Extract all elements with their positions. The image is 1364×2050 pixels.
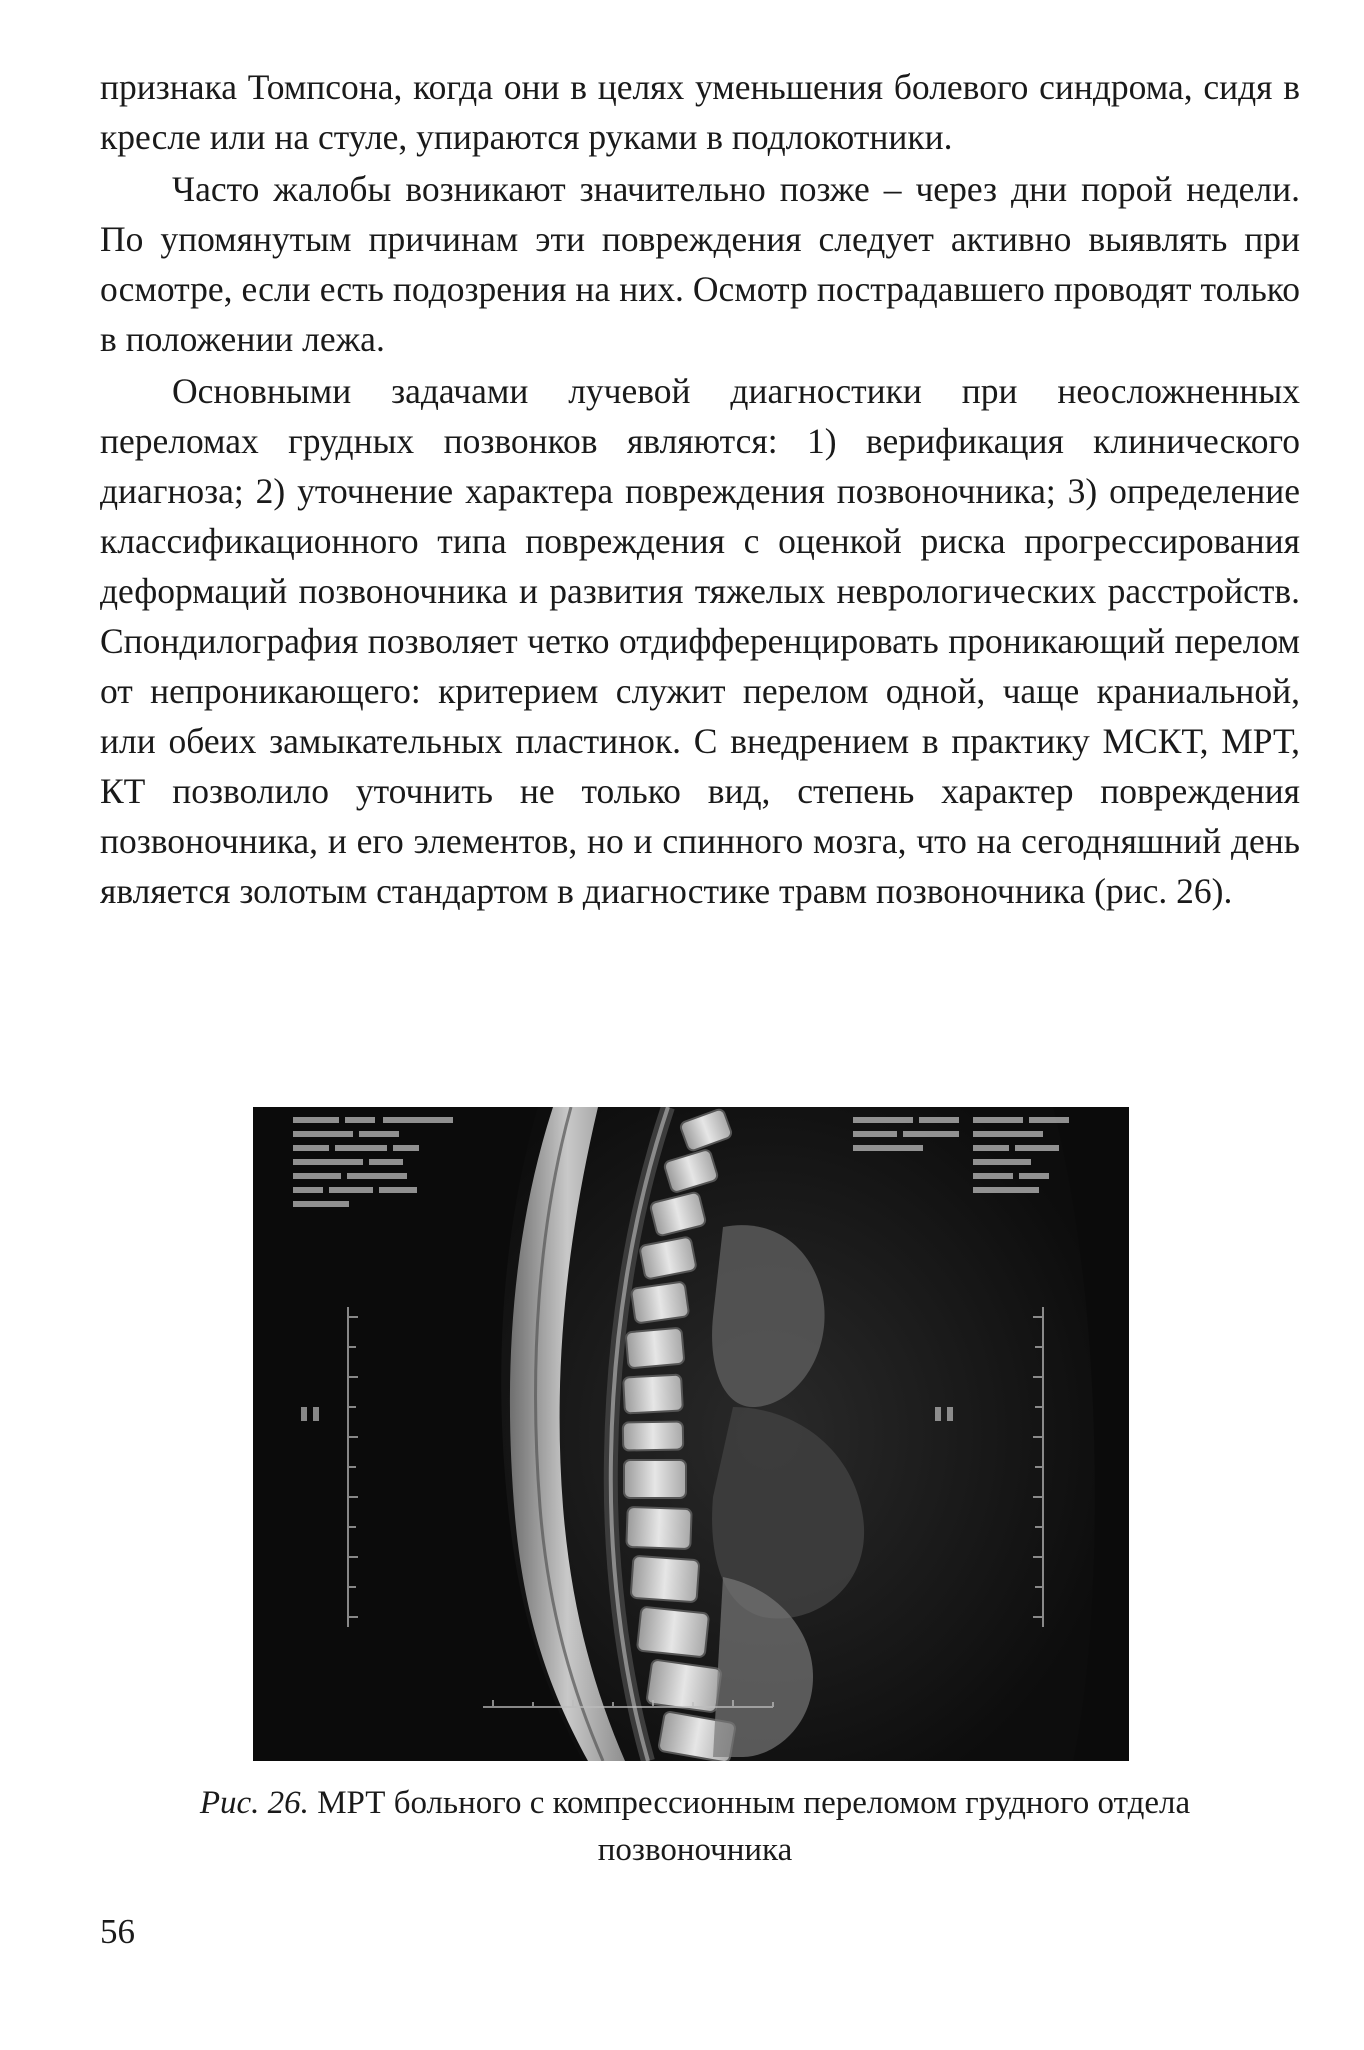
page-text (100, 62, 1300, 916)
paragraph-3: Основными задачами лучевой диагностики при неосложненных переломах грудных позвонков являются: 1) верификация клинического диагноза; 2) уточнение характера повреждения позвоночника; 3) определение классификационного типа повреждения с оценкой риска прогрессирования деформаций позвоночника и развития тяжелых неврологических расстройств. Спондилография позволяет четко отдифференцировать проникающий перелом от непроникающего: критерием служит перелом одной, чаще краниальной, или обеих замыкательных пластинок. С внедрением в практику МСКТ, МРТ, КТ позволило уточнить не только вид, степень характер повреждения позвоночника, и его элементов, но и спинного мозга, что на сегодняшний день является золотым стандартом в диагностике травм позвоночника (рис. 26). (100, 371, 1300, 911)
figure-caption-label: Рис. 26. (199, 1785, 309, 1821)
page-number: 56 (100, 1912, 135, 1951)
mri-spine-scan-illustration (253, 1107, 1129, 1761)
mri-image (253, 1107, 1129, 1761)
figure-caption-text: МРТ больного с компрессионным переломом грудного отдела позвоночника (317, 1785, 1191, 1868)
figure-caption (100, 1780, 1290, 1874)
paragraph-2: Часто жалобы возникают значительно позже – через дни порой недели. По упомянутым причинам эти повреждения следует активно выявлять при осмотре, если есть подозрения на них. Осмотр пострадавшего проводят только в положении лежа. (100, 169, 1300, 359)
paragraph-1: признака Томпсона, когда они в целях уменьшения болевого синдрома, сидя в кресле или на стуле, упираются руками в подлокотники. (100, 67, 1300, 157)
